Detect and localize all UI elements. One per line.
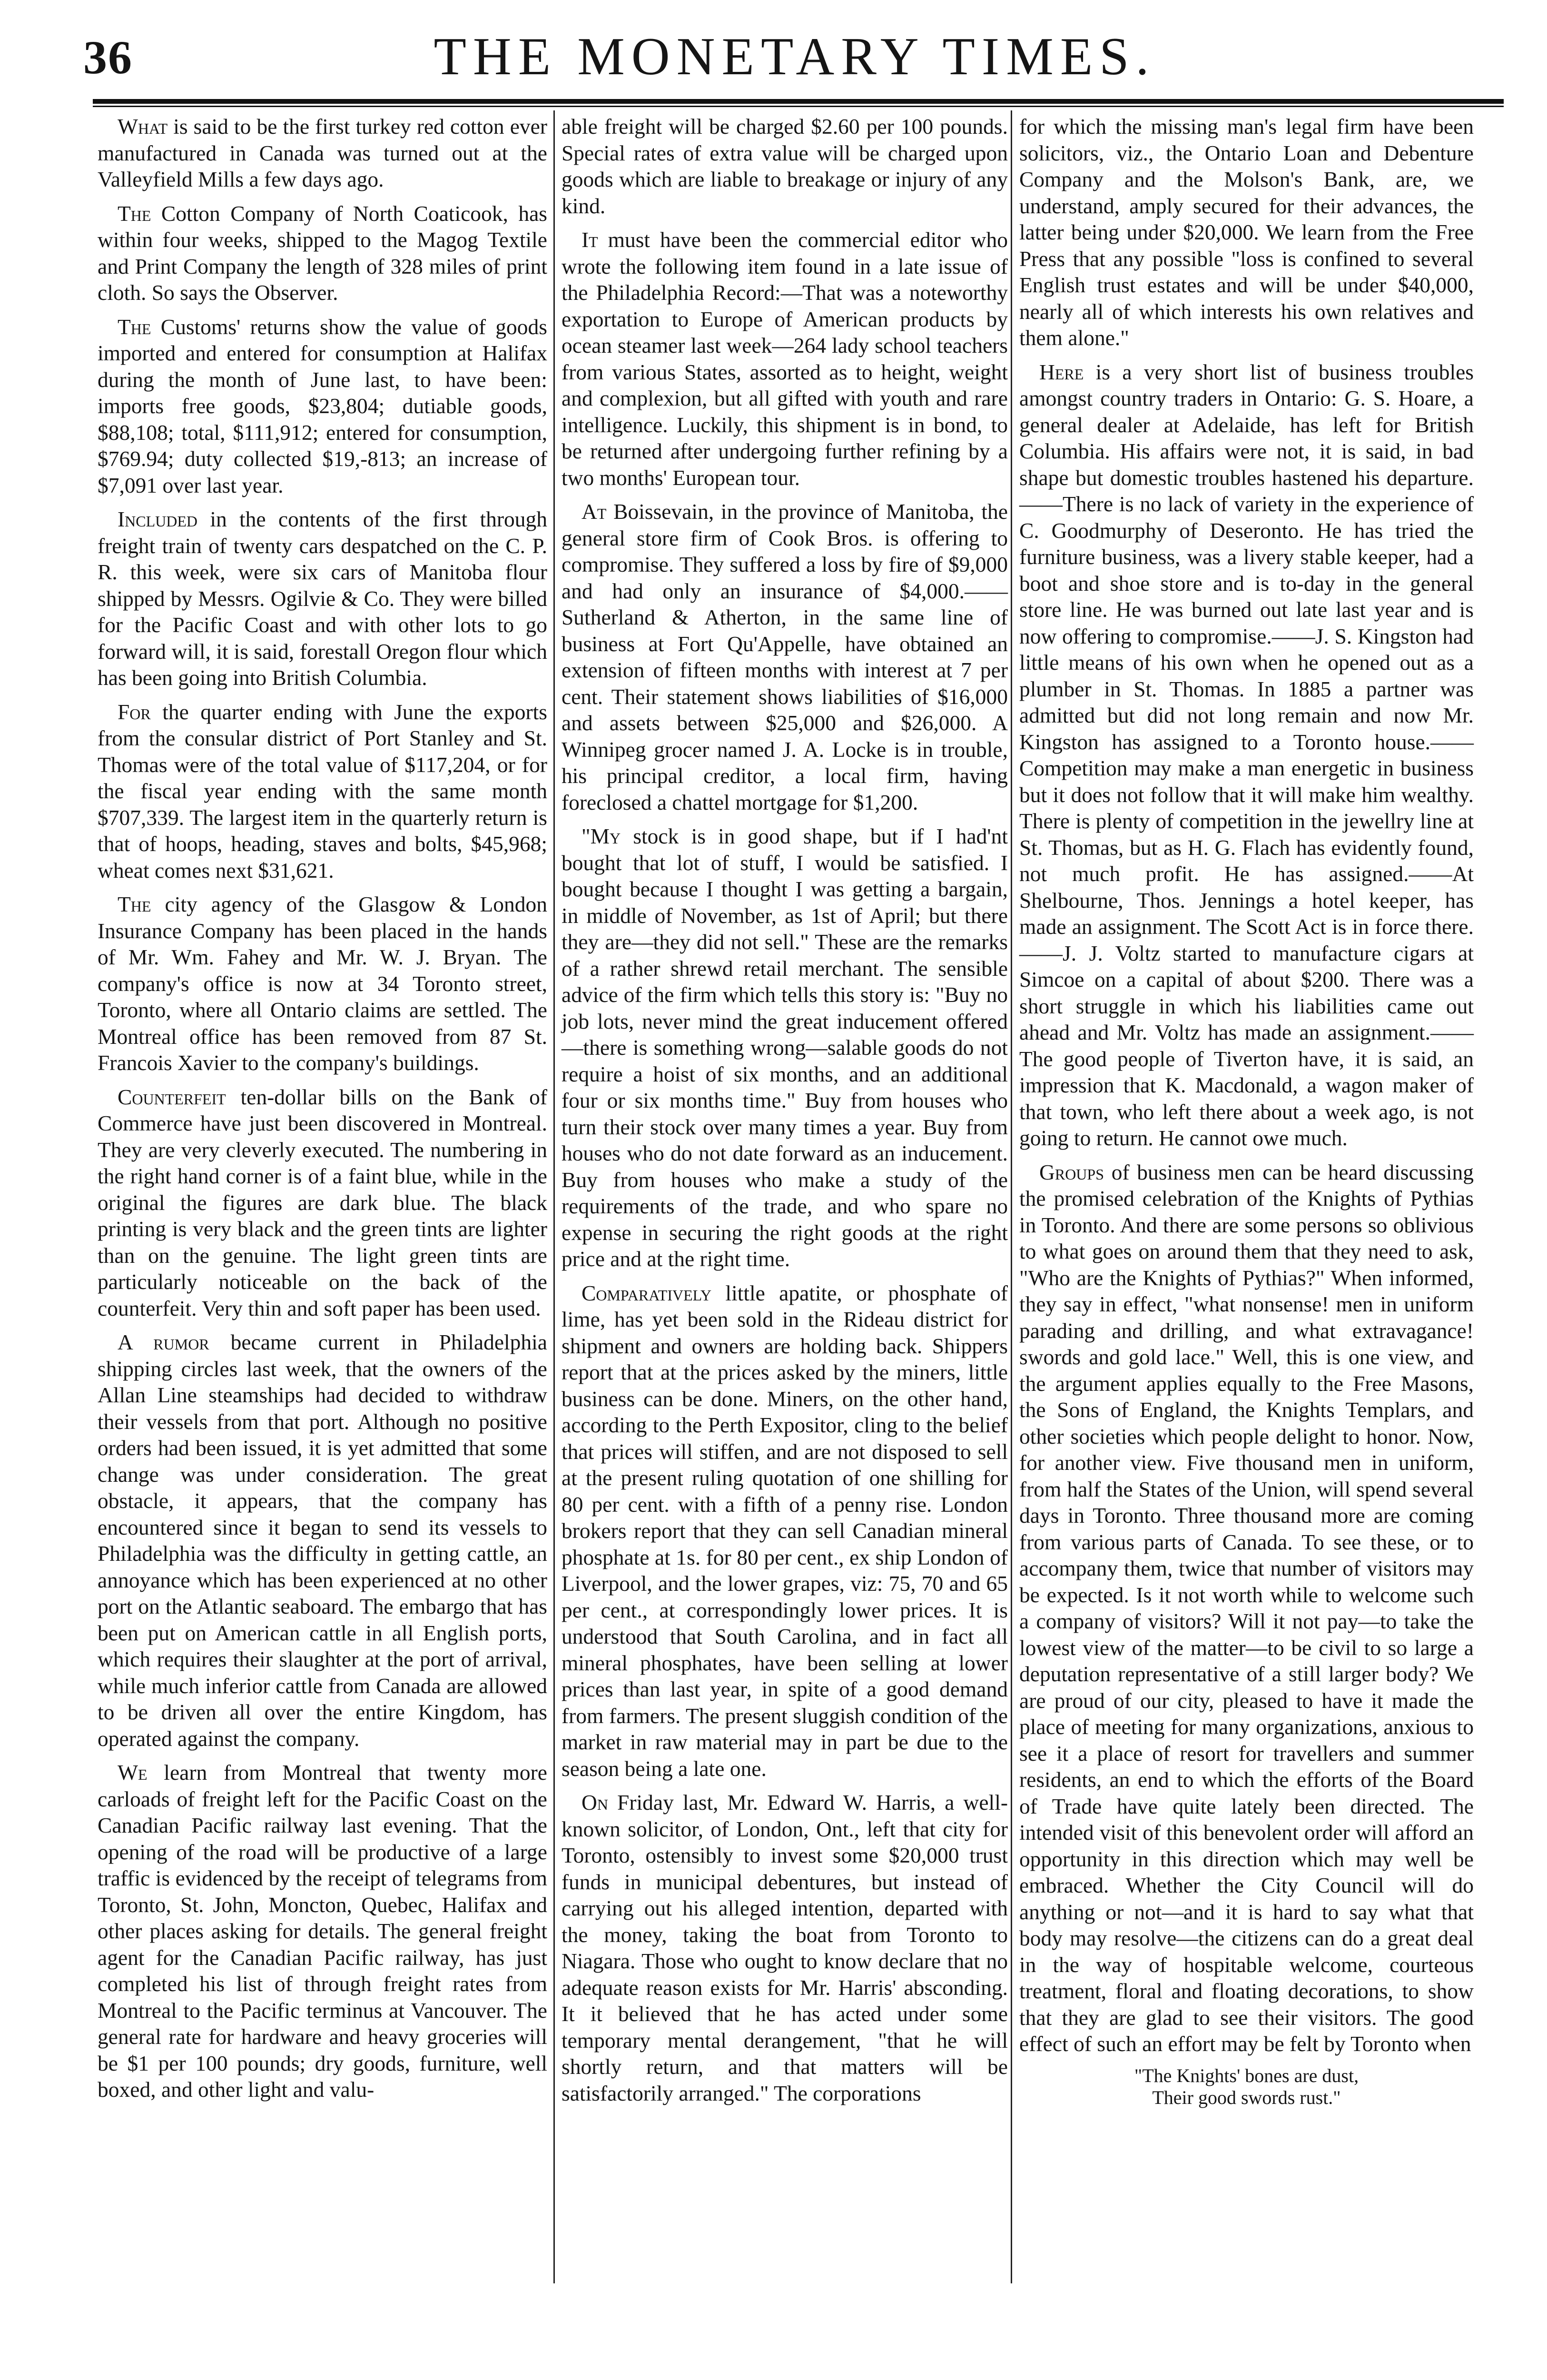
- article-edward-harris-cont: for which the missing man's legal firm have been solicitors, viz., the Ontario Loan and Debenture Company and the Molson's Bank, are, we understand, amply secured for their advances, the latter being under $20,000. We learn from the Free Press that any possible "loss is confined to several English trust estates and will be under $40,000, nearly all of which interests his own relatives and them alone.": [1019, 114, 1474, 350]
- column-divider-2: [1011, 110, 1012, 2283]
- article-pacific-freight-cont: able freight will be charged $2.60 per 100 pounds. Special rates of extra value will be charged upon goods which are liable to breakage or injury of any kind.: [562, 114, 1008, 218]
- article-boissevain: At Boissevain, in the province of Manitoba, the general store firm of Cook Bros. is offering to compromise. They suffered a loss by fire of $9,000 and had only an insurance of $4,000.——Sutherland & Atherton, in the same line of business at Fort Qu'Appelle, have obtained an extension of fifteen months with interest at 7 per cent. Their statement shows liabilities of $16,000 and assets between $25,000 and $26,000. A Winnipeg grocer named J. A. Locke is in trouble, his principal creditor, a local firm, having foreclosed a chattel mortgage for $1,200.: [562, 499, 1008, 814]
- article-allan-line: A rumor became current in Philadelphia shipping circles last week, that the owners of the Allan Line steamships had decided to withdraw their vessels from that port. Although no positive orders had been issued, it is yet admitted that some change was under consideration. The great obstacle, it appears, that the company has encountered since it began to send its vessels to Philadelphia was the difficulty in getting cattle, an annoyance which has been experienced at no other port on the Atlantic seaboard. The embargo that has been put on American cattle in all English ports, which requires their slaughter at the port of arrival, while much inferior cattle from Canada are allowed to be driven all over the entire Kingdom, has operated against the company.: [98, 1330, 547, 1751]
- article-edward-harris: On Friday last, Mr. Edward W. Harris, a well-known solicitor, of London, Ont., left that city for Toronto, ostensibly to invest some $20,000 trust funds in municipal debentures, but instead of carrying out his alleged intention, departed with the money, taking the boat from Toronto to Niagara. Those who ought to know declare that no adequate reason exists for Mr. Harris' absconding. It it believed that he has acted under some temporary mental derangement, "that he will shortly return, and that matters will be satisfactorily arranged." The corporations: [562, 1790, 1008, 2105]
- article-school-teachers: It must have been the commercial editor who wrote the following item found in a late issue of the Philadelphia Record:—That was a noteworthy exportation to Europe of American products by ocean steamer last week—264 lady school teachers from various States, assorted as to height, weight and complexion, but all gifted with youth and rare intelligence. Luckily, this shipment is in bond, to be returned after undergoing further refining by a two months' European tour.: [562, 228, 1008, 490]
- column-1: [98, 113, 547, 2111]
- closing-quote: [1019, 2065, 1474, 2109]
- article-halifax-customs: The Customs' returns show the value of goods imported and entered for consumption at Halifax during the month of June last, to have been: imports free goods, $23,804; dutiable goods, $88,108; total, $111,912; entered for consumption, $769.94; duty collected $19,-813; an increase of $7,091 over last year.: [98, 314, 547, 497]
- article-pacific-freight: We learn from Montreal that twenty more carloads of freight left for the Pacific Coast on the Canadian Pacific railway last evening. That the opening of the road will be productive of a large traffic is evidenced by the receipt of telegrams from Toronto, St. John, Moncton, Quebec, Halifax and other places asking for details. The general freight agent for the Canadian Pacific railway, has just completed his list of through freight rates from Montreal to the Pacific terminus at Vancouver. The general rate for hardware and heavy groceries will be $1 per 100 pounds; dry goods, furniture, well boxed, and other light and valu-: [98, 1760, 547, 2102]
- quote-line-2: Their good swords rust.": [1152, 2086, 1341, 2108]
- article-glasgow-london-insurance: The city agency of the Glasgow & London Insurance Company has been placed in the hands of Mr. Wm. Fahey and Mr. W. J. Bryan. The company's office is now at 34 Toronto street, Toronto, where all Ontario claims are settled. The Montreal office has been removed from 87 St. Francois Xavier to the company's buildings.: [98, 892, 547, 1075]
- article-turkey-red-cotton: What is said to be the first turkey red cotton ever manufactured in Canada was turned out at the Valleyfield Mills a few days ago.: [98, 114, 547, 191]
- header-rule-thin: [93, 106, 1504, 107]
- article-phosphate: Comparatively little apatite, or phosphate of lime, has yet been sold in the Rideau district for shipment and owners are holding back. Shippers report that at the prices asked by the miners, little business can be done. Miners, on the other hand, according to the Perth Expositor, cling to the belief that prices will stiffen, and are not disposed to sell at the present ruling quotation of one shilling for 80 per cent. with a fifth of a penny rise. London brokers report that they can sell Canadian mineral phosphate at 1s. for 80 per cent., ex ship London of Liverpool, and the lower grapes, viz: 75, 70 and 65 per cent., at correspondingly lower prices. It is understood that South Carolina, and in fact all mineral phosphates, have been selling at lower prices than last year, in spite of a good demand from farmers. The present sluggish condition of the market in raw material may in part be due to the season being a late one.: [562, 1280, 1008, 1781]
- article-business-troubles: Here is a very short list of business troubles amongst country traders in Ontario: G. S. Hoare, a general dealer at Adelaide, has left for British Columbia. His affairs were not, it is said, in bad shape but domestic troubles hastened his departure.——There is no lack of variety in the experience of C. Goodmurphy of Deseronto. He has tried the furniture business, was a livery stable keeper, had a boot and shoe store and is to-day in the general store line. He was burned out late last year and is now offering to compromise.——J. S. Kingston had little means of his own when he opened out as a plumber in St. Thomas. In 1885 a partner was admitted but did not long remain and now Mr. Kingston has assigned to a Toronto house.——Competition may make a man energetic in business but it does not follow that it will make him wealthy. There is plenty of competition in the jewellry line at St. Thomas, but as H. G. Flach has evidently found, not much profit. He has assigned.——At Shelbourne, Thos. Jennings a hotel keeper, has made an assignment. The Scott Act is in force there.——J. J. Voltz started to manufacture cigars at Simcoe on a capital of about $200. There was a short struggle in which his liabilities came out ahead and Mr. Voltz has made an assignment.——The good people of Tiverton have, it is said, an impression that K. Macdonald, a wagon maker of that town, who left there about a week ago, is not going to return. He cannot owe much.: [1019, 359, 1474, 1150]
- column-2: [562, 113, 1008, 2114]
- column-divider-1: [553, 110, 555, 2283]
- quote-line-1: "The Knights' bones are dust,: [1134, 2064, 1359, 2086]
- masthead-title: THE MONETARY TIMES.: [434, 27, 1156, 86]
- page-number: 36: [83, 31, 133, 84]
- article-port-stanley-exports: For the quarter ending with June the exports from the consular district of Port Stanley and St. Thomas were of the total value of $117,204, or for the fiscal year ending with the same month $707,339. The largest item in the quarterly return is that of hoops, heading, staves and bolts, $45,968; wheat comes next $31,621.: [98, 699, 547, 883]
- article-job-lots: "My stock is in good shape, but if I had'nt bought that lot of stuff, I would be satisfied. I bought because I thought I was getting a bargain, in middle of November, as 1st of April; but there they are—they did not sell." These are the remarks of a rather shrewd retail merchant. The sensible advice of the firm which tells this story is: "Buy no job lots, never mind the great inducement offered—there is something wrong—salable goods do not require a hoist of six months, and an additional four or six months time." Buy from houses who turn their stock over many times a year. Buy from houses who do not date forward as an inducement. Buy from houses who make a study of the requirements of the trade, and who spare no expense in securing the right goods at the right price and at the right time.: [562, 824, 1008, 1271]
- article-knights-of-pythias: Groups of business men can be heard discussing the promised celebration of the Knights of Pythias in Toronto. And there are some persons so oblivious to what goes on around them that they need to ask, "Who are the Knights of Pythias?" When informed, they say in effect, "what nonsense! men in uniform parading and drilling, and what extravagance! swords and gold lace." Well, this is one view, and the argument applies equally to the Free Masons, the Sons of England, the Knights Templars, and other societies which people delight to honor. Now, for another view. Five thousand men in uniform, from half the States of the Union, will spend several days in Toronto. Three thousand more are coming from various parts of Canada. To see these, or to accompany them, twice that number of visitors may be expected. Is it not worth while to welcome such a company of visitors? Will it not pay—to take the lowest view of the matter—to be civil to so large a deputation representative of a still larger body? We are proud of our city, pleased to have it made the place of meeting for many organizations, anxious to see it a place of resort for travellers and summer residents, an end to which the efforts of the Board of Trade have quite lately been directed. The intended visit of this benevolent order will afford an opportunity in this direction which may well be embraced. Whether the City Council will do anything or not—and it is hard to say what that body may resolve—the citizens can do a great deal in the way of hospitable welcome, courteous treatment, floral and floating decorations, to show that they are glad to see their visitors. The good effect of such an effort may be felt by Toronto when: [1019, 1160, 1474, 2056]
- column-3: [1019, 113, 1474, 2109]
- article-counterfeit-bills: Counterfeit ten-dollar bills on the Bank of Commerce have just been discovered in Montreal. They are very cleverly executed. The numbering in the right hand corner is of a faint blue, while in the original the figures are dark blue. The black printing is very black and the green tints are lighter than on the genuine. The light green tints are particularly noticeable on the back of the counterfeit. Very thin and soft paper has been used.: [98, 1084, 547, 1320]
- article-coaticook-cotton: The Cotton Company of North Coaticook, has within four weeks, shipped to the Magog Textile and Print Company the length of 328 miles of print cloth. So says the Observer.: [98, 201, 547, 305]
- header-rule-thick: [93, 99, 1504, 104]
- article-manitoba-flour: Included in the contents of the first through freight train of twenty cars despatched on the C. P. R. this week, were six cars of Manitoba flour shipped by Messrs. Ogilvie & Co. They were billed for the Pacific Coast and with other lots to go forward will, it is said, forestall Oregon flour which has been going into British Columbia.: [98, 507, 547, 690]
- page-header: [83, 26, 1506, 98]
